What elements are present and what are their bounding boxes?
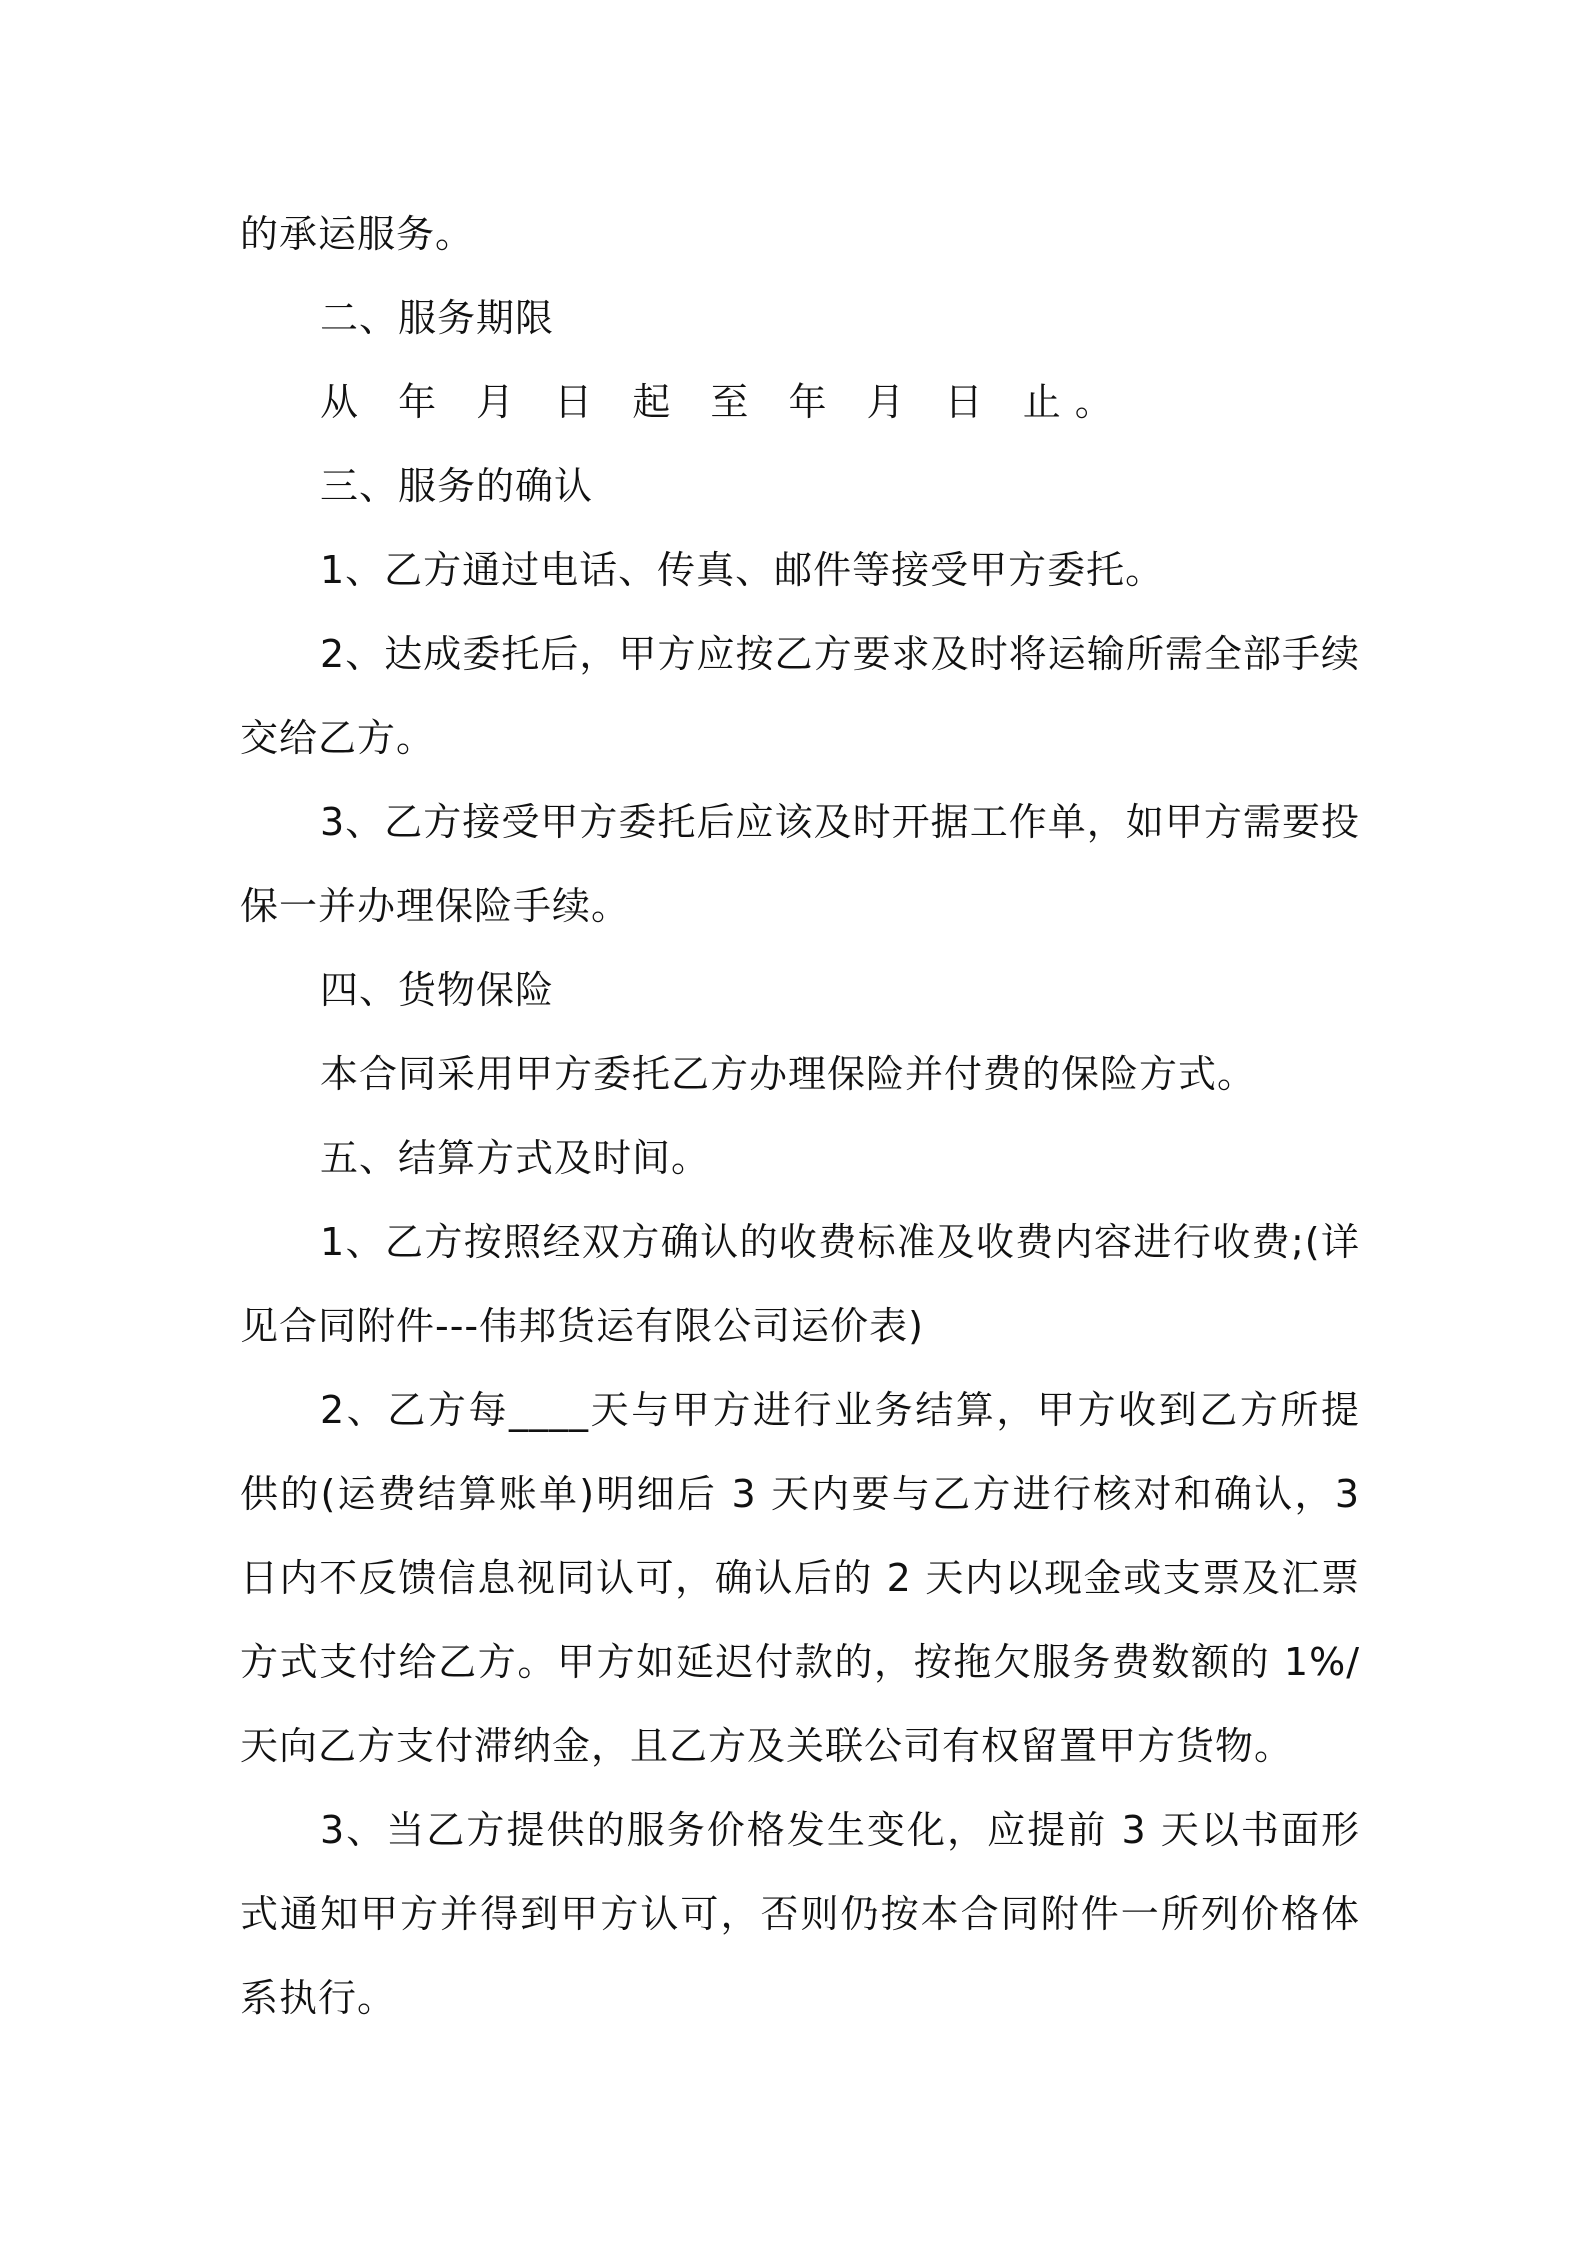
section-heading-cargo-insurance: 四、货物保险 <box>320 968 555 1012</box>
section-heading-service-term: 二、服务期限 <box>320 296 555 340</box>
clause-5-1: 1、乙方按照经双方确认的收费标准及收费内容进行收费;(详见合同附件---伟邦货运有限公司运价表) <box>240 1220 1360 1348</box>
clause-5-3: 3、当乙方提供的服务价格发生变化，应提前 3 天以书面形式通知甲方并得到甲方认可，否则仍按本合同附件一所列价格体系执行。 <box>240 1808 1360 2020</box>
document-body <box>240 192 1360 2040</box>
clause-3-3: 3、乙方接受甲方委托后应该及时开据工作单，如甲方需要投保一并办理保险手续。 <box>240 800 1360 928</box>
paragraph-insurance-method: 本合同采用甲方委托乙方办理保险并付费的保险方式。 <box>320 1052 1257 1096</box>
clause-3-2: 2、达成委托后，甲方应按乙方要求及时将运输所需全部手续交给乙方。 <box>240 632 1360 760</box>
paragraph-service-period: 从 年 月 日 起 至 年 月 日 止。 <box>320 380 1127 424</box>
paragraph-continuation: 的承运服务。 <box>240 212 475 256</box>
clause-5-2: 2、乙方每____天与甲方进行业务结算，甲方收到乙方所提供的(运费结算账单)明细后 3 天内要与乙方进行核对和确认，3 日内不反馈信息视同认可，确认后的 2 天内以现金或支票及汇票方式支付给乙方。甲方如延迟付款的，按拖欠服务费数额的 1%/天向乙方支付滞纳金，且乙方及关联公司有权留置甲方货物。 <box>240 1388 1360 1768</box>
clause-3-1: 1、乙方通过电话、传真、邮件等接受甲方委托。 <box>320 548 1165 592</box>
section-heading-settlement: 五、结算方式及时间。 <box>320 1136 711 1180</box>
section-heading-service-confirmation: 三、服务的确认 <box>320 464 594 508</box>
